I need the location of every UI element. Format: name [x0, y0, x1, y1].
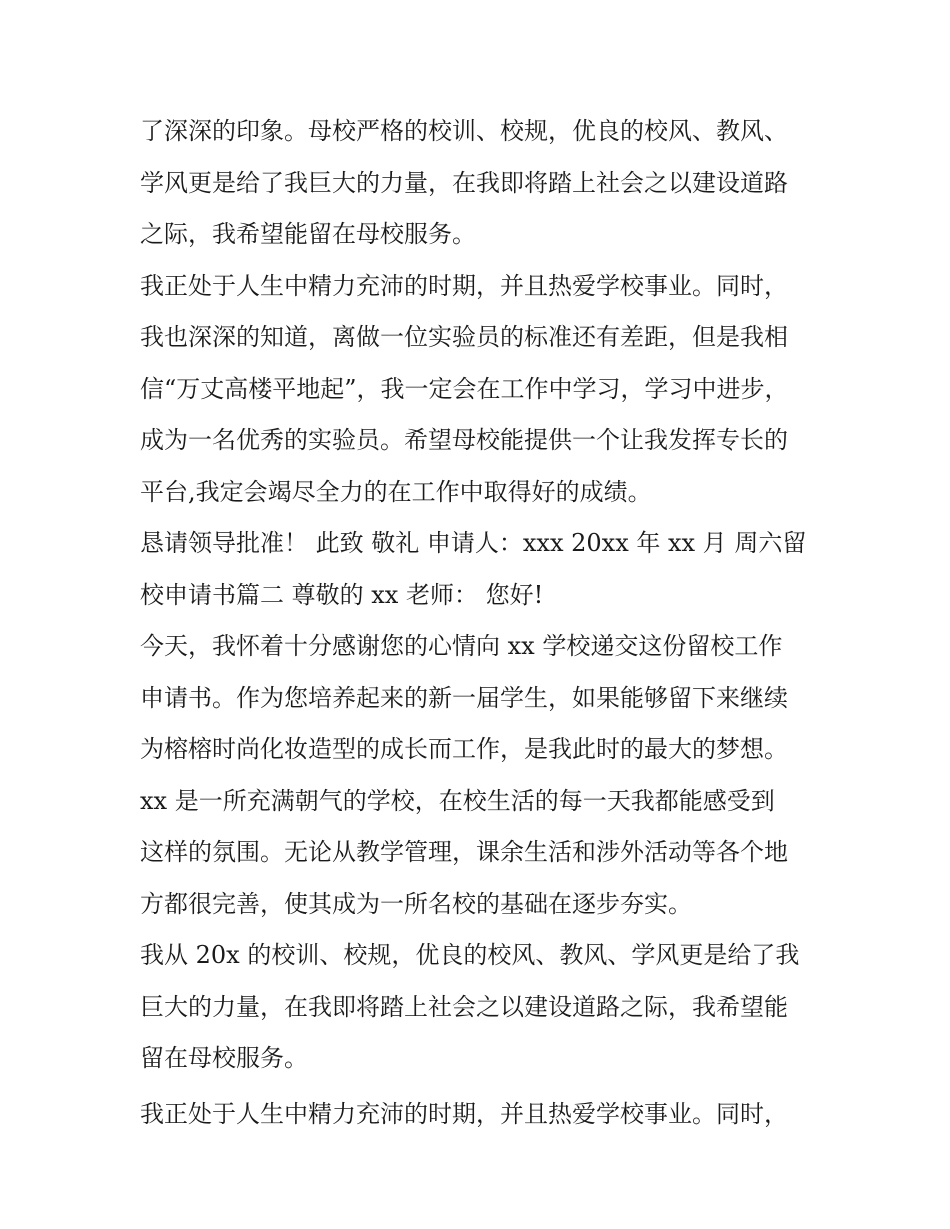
text-line: 之际，我希望能留在母校服务。	[140, 220, 476, 248]
text-line: 我从 20x 的校训、校规，优良的校风、教风、学风更是给了我	[140, 941, 800, 969]
text-line: 我正处于人生中精力充沛的时期，并且热爱学校事业。同时，	[140, 1099, 788, 1128]
text-line: 校申请书篇二 尊敬的 xx 老师： 您好!	[140, 580, 544, 609]
text-line: 留在母校服务。	[140, 1044, 308, 1072]
text-line: 信“万丈高楼平地起”，我一定会在工作中学习，学习中进步，	[140, 374, 789, 403]
text-line: 学风更是给了我巨大的力量，在我即将踏上社会之以建设道路	[140, 168, 788, 197]
text-line: 这样的氛围。无论从教学管理，课余生活和涉外活动等各个地	[140, 838, 788, 866]
document-body	[140, 106, 820, 1140]
text-line: 了深深的印象。母校严格的校训、校规，优良的校风、教风、	[140, 117, 788, 145]
text-line: xx 是一所充满朝气的学校，在校生活的每一天我都能感受到	[140, 786, 775, 815]
text-line: 申请书。作为您培养起来的新一届学生，如果能够留下来继续	[140, 683, 788, 712]
text-line: 今天，我怀着十分感谢您的心情向 xx 学校递交这份留校工作	[140, 632, 783, 660]
text-line: 我正处于人生中精力充沛的时期，并且热爱学校事业。同时，	[140, 271, 788, 300]
text-line: 为榕榕时尚化妆造型的成长而工作，是我此时的最大的梦想。	[140, 735, 788, 763]
text-line: 成为一名优秀的实验员。希望母校能提供一个让我发挥专长的	[140, 426, 788, 454]
text-line: 恳请领导批准！ 此致 敬礼 申请人：xxx 20xx 年 xx 月 周六留	[140, 529, 807, 557]
text-line: 方都很完善，使其成为一所名校的基础在逐步夯实。	[140, 889, 692, 918]
text-line: 我也深深的知道，离做一位实验员的标准还有差距，但是我相	[140, 323, 788, 351]
text-line: 平台,我定会竭尽全力的在工作中取得好的成绩。	[140, 477, 652, 506]
text-line: 巨大的力量，在我即将踏上社会之以建设道路之际，我希望能	[140, 992, 788, 1021]
